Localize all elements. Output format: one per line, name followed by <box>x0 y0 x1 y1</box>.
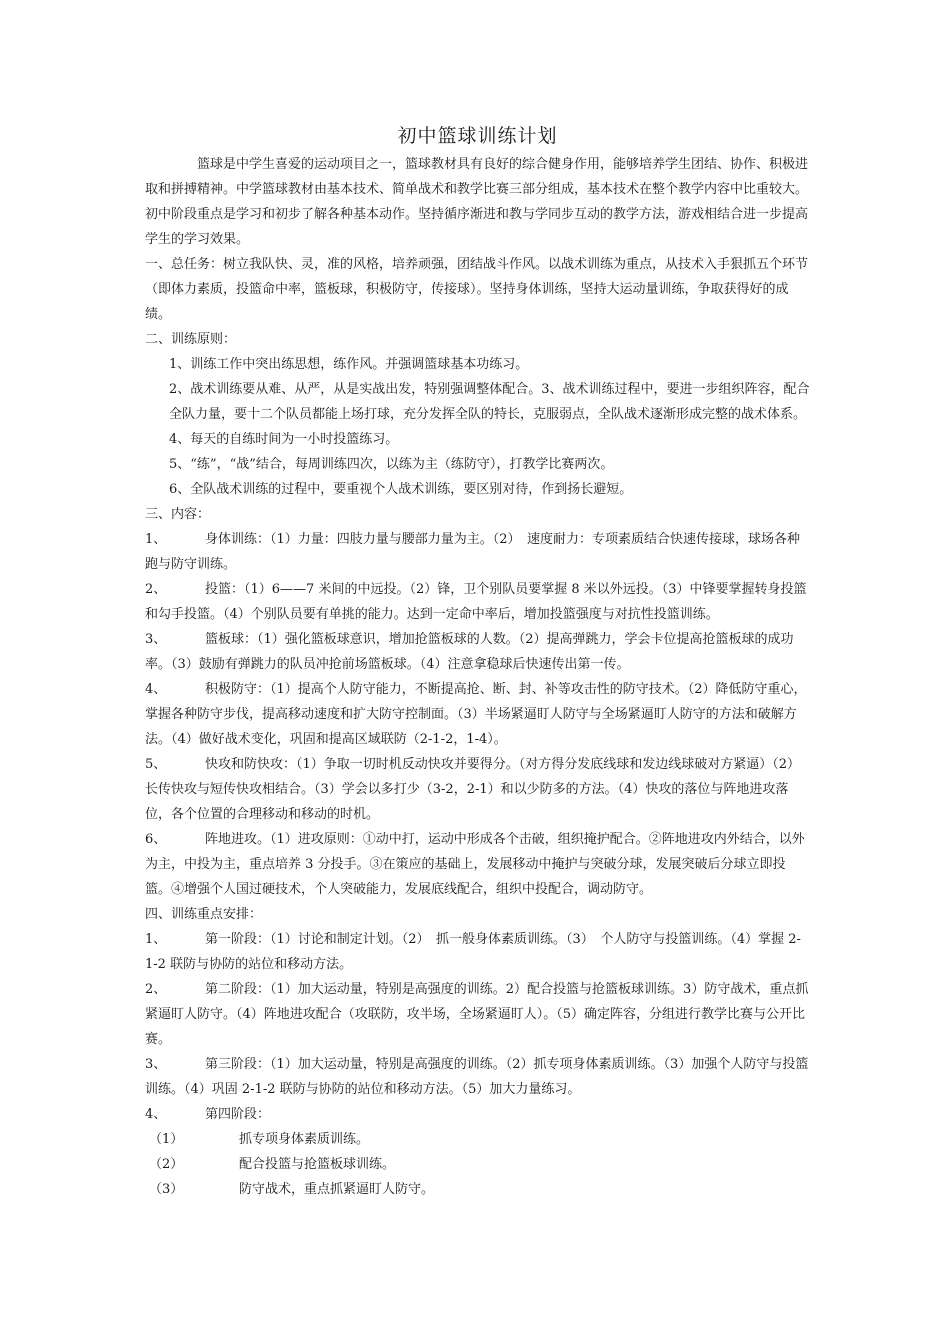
phase4-item-text: 抓专项身体素质训练。 <box>239 1132 370 1147</box>
document-title: 初中篮球训练计划 <box>397 125 558 147</box>
task-paragraph: 一、总任务：树立我队快、灵，准的风格，培养顽强，团结战斗作风。以战术训练为重点，从技术入手狠抓五个环节（即体力素质，投篮命中率，篮板球，积极防守，传接球）。坚持身体训练，坚持大运动量训练，争取获得好的成绩。 <box>145 257 809 322</box>
content-item <box>145 677 810 752</box>
content-item <box>145 577 810 627</box>
content-item-text: 阵地进攻。（1）进攻原则：①动中打，运动中形成各个击破，组织掩护配合。②阵地进攻内外结合，以外为主，中投为主，重点培养 3 分投手。③在策应的基础上，发展移动中掩护与突破分球，发展突破后分球立即投篮。④增强个人国过硬技术，个人突破能力，发展底线配合，组织中投配合，调动防守。 <box>145 832 805 897</box>
schedule-item-text: 第四阶段： <box>205 1107 271 1122</box>
phase4-item-text: 防守战术，重点抓紧逼盯人防守。 <box>239 1182 435 1197</box>
principles-heading: 二、训练原则： <box>145 332 237 347</box>
principle-item: 5、“练”，“战”结合，每周训练四次，以练为主（练防守），打教学比赛两次。 <box>169 457 614 472</box>
principle-item: 6、全队战术训练的过程中，要重视个人战术训练，要区别对待，作到扬长避短。 <box>169 482 633 497</box>
phase4-item <box>145 1177 810 1202</box>
schedule-item-text: 第三阶段：（1）加大运动量，特别是高强度的训练。（2）抓专项身体素质训练。（3）加强个人防守与投篮训练。（4）巩固 2-1-2 联防与协防的站位和移动方法。（5）加大力量练习。 <box>145 1057 809 1097</box>
content-item-text: 身体训练：（1）力量：四肢力量与腰部力量为主。（2） 速度耐力：专项素质结合快速传接球，球场各种跑与防守训练。 <box>145 532 801 572</box>
content-item-number: 1、 <box>145 532 167 547</box>
content-item-text: 快攻和防快攻：（1）争取一切时机反动快攻并要得分。（对方得分发底线球和发边线球破对方紧逼）（2）长传快攻与短传快攻相结合。（3）学会以多打少（3-2，2-1）和以少防多的方法。（4）快攻的落位与阵地进攻落位，各个位置的合理移动和移动的时机。 <box>145 757 801 822</box>
schedule-heading: 四、训练重点安排： <box>145 907 263 922</box>
phase4-item-text: 配合投篮与抢篮板球训练。 <box>239 1157 396 1172</box>
content-item <box>145 527 810 577</box>
phase4-item-number: （2） <box>149 1157 184 1172</box>
content-item-number: 2、 <box>145 582 167 597</box>
phase4-item-number: （3） <box>149 1182 184 1197</box>
content-item-number: 3、 <box>145 632 167 647</box>
content-item-text: 篮板球：（1）强化篮板球意识，增加抢篮板球的人数。（2）提高弹跳力，学会卡位提高抢篮板球的成功率。（3）鼓励有弹跳力的队员冲抢前场篮板球。（4）注意拿稳球后快速传出第一传。 <box>145 632 794 672</box>
intro-paragraph: 篮球是中学生喜爱的运动项目之一，篮球教材具有良好的综合健身作用，能够培养学生团结、协作、积极进取和拼搏精神。中学篮球教材由基本技术、简单战术和教学比赛三部分组成，基本技术在整个教学内容中比重较大。初中阶段重点是学习和初步了解各种基本动作。坚持循序渐进和教与学同步互动的教学方法，游戏相结合进一步提高学生的学习效果。 <box>145 157 809 247</box>
content-item <box>145 627 810 677</box>
phase4-item-number: （1） <box>149 1132 184 1147</box>
content-heading: 三、内容： <box>145 507 211 522</box>
schedule-item <box>145 1052 810 1102</box>
phase4-item <box>145 1127 810 1152</box>
phase4-item <box>145 1152 810 1177</box>
content-item-number: 6、 <box>145 832 167 847</box>
schedule-item-text: 第二阶段：（1）加大运动量，特别是高强度的训练。2）配合投篮与抢篮板球训练。3）防守战术，重点抓紧逼盯人防守。（4）阵地进攻配合（攻联防，攻半场，全场紧逼盯人）。（5）确定阵容，分组进行教学比赛与公开比赛。 <box>145 982 809 1047</box>
principle-item: 4、每天的自练时间为一小时投篮练习。 <box>169 432 399 447</box>
content-item-text: 积极防守：（1）提高个人防守能力，不断提高抢、断、封、补等攻击性的防守技术。（2）降低防守重心，掌握各种防守步伐，提高移动速度和扩大防守控制面。（3）半场紧逼盯人防守与全场紧逼盯人防守的方法和破解方法。（4）做好战术变化，巩固和提高区域联防（2-1-2，1-4）。 <box>145 682 807 747</box>
content-item <box>145 827 810 902</box>
content-item-text: 投篮：（1）6——7 米间的中远投。（2）锋，卫个别队员要掌握 8 米以外远投。（3）中锋要掌握转身投篮和勾手投篮。（4）个别队员要有单挑的能力。达到一定命中率后，增加投篮强度与对抗性投篮训练。 <box>145 582 807 622</box>
document-page <box>145 122 810 1202</box>
schedule-item-number: 4、 <box>145 1107 167 1122</box>
schedule-item-text: 第一阶段：（1）讨论和制定计划。（2） 抓一般身体素质训练。（3） 个人防守与投篮训练。（4）掌握 2-1-2 联防与协防的站位和移动方法。 <box>145 932 801 972</box>
schedule-item-number: 2、 <box>145 982 167 997</box>
content-item-number: 4、 <box>145 682 167 697</box>
schedule-item-number: 1、 <box>145 932 167 947</box>
content-item-number: 5、 <box>145 757 167 772</box>
schedule-item <box>145 977 810 1052</box>
principle-item: 2、战术训练要从难、从严，从是实战出发，特别强调整体配合。3、战术训练过程中，要进一步组织阵容，配合全队力量，要十二个队员都能上场打球，充分发挥全队的特长，克服弱点，全队战术逐渐形成完整的战术体系。 <box>169 382 810 422</box>
schedule-item-number: 3、 <box>145 1057 167 1072</box>
schedule-item <box>145 927 810 977</box>
principle-item: 1、训练工作中突出练思想，练作风。并强调篮球基本功练习。 <box>169 357 529 372</box>
content-item <box>145 752 810 827</box>
schedule-item <box>145 1102 810 1127</box>
